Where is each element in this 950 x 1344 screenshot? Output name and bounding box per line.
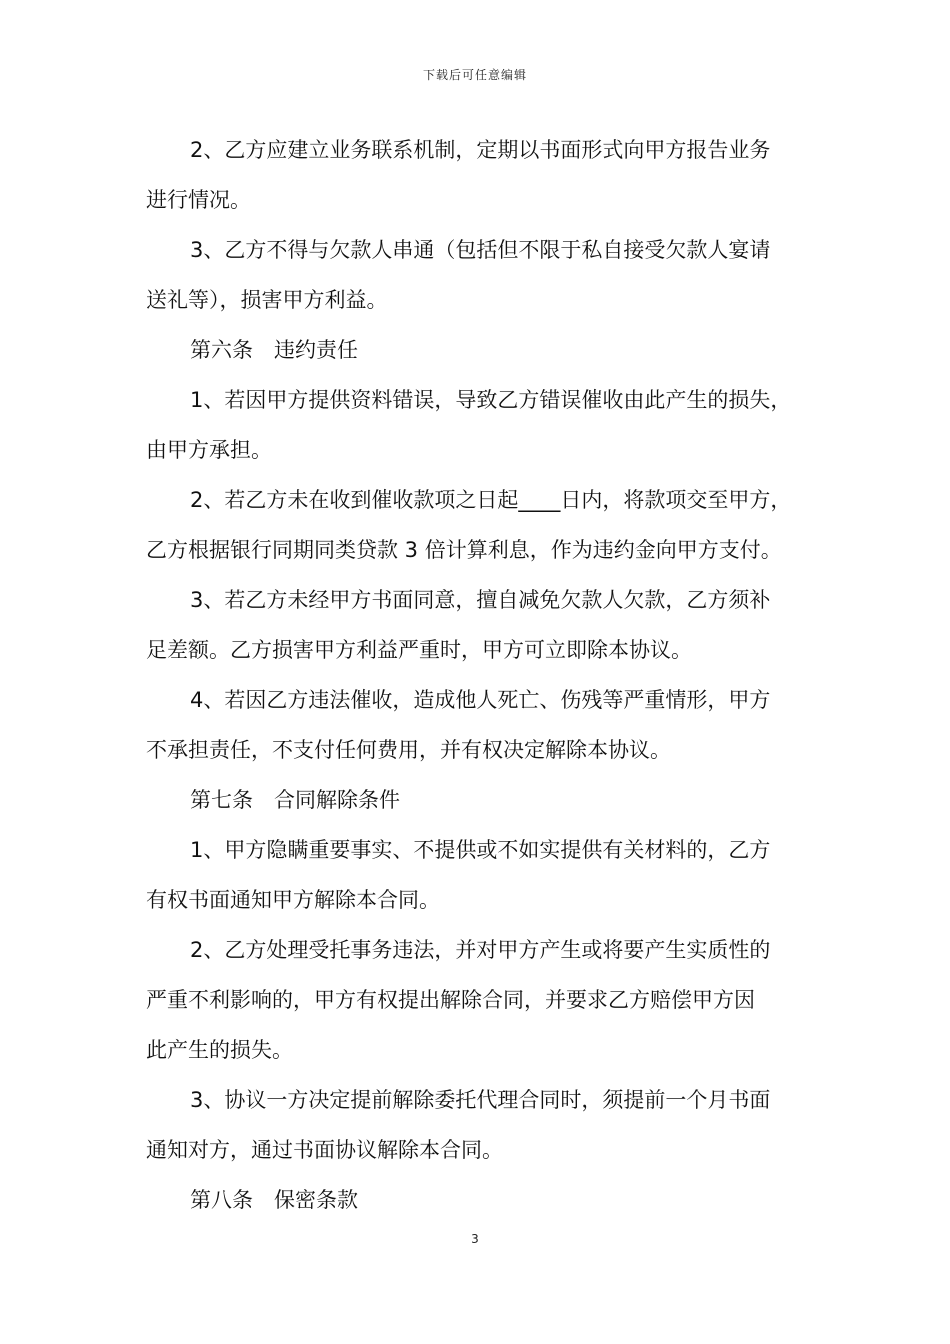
section-heading: 第六条 违约责任	[190, 338, 358, 362]
paragraph-line: 足差额。乙方损害甲方利益严重时，甲方可立即除本协议。	[146, 638, 692, 662]
paragraph-line: 1、若因甲方提供资料错误，导致乙方错误催收由此产生的损失，	[190, 388, 792, 412]
paragraph-line: 不承担责任，不支付任何费用，并有权决定解除本协议。	[146, 738, 671, 762]
paragraph-line: 送礼等），损害甲方利益。	[146, 288, 388, 312]
paragraph-line: 3、若乙方未经甲方书面同意，擅自减免欠款人欠款，乙方须补	[190, 588, 771, 612]
paragraph-line: 2、乙方应建立业务联系机制，定期以书面形式向甲方报告业务	[190, 138, 771, 162]
section-heading: 第七条 合同解除条件	[190, 788, 400, 812]
paragraph-line: 有权书面通知甲方解除本合同。	[146, 888, 440, 912]
paragraph-line: 2、乙方处理受托事务违法，并对甲方产生或将要产生实质性的	[190, 938, 771, 962]
paragraph-line: 此产生的损失。	[146, 1038, 293, 1062]
paragraph-line: 4、若因乙方违法催收，造成他人死亡、伤残等严重情形，甲方	[190, 688, 771, 712]
paragraph-line: 1、甲方隐瞒重要事实、不提供或不如实提供有关材料的，乙方	[190, 838, 771, 862]
paragraph-line: 乙方根据银行同期同类贷款 3 倍计算利息，作为违约金向甲方支付。	[146, 538, 782, 562]
page-header: 下载后可任意编辑	[422, 68, 527, 82]
paragraph-line: 严重不利影响的，甲方有权提出解除合同，并要求乙方赔偿甲方因	[146, 988, 755, 1012]
page-number: 3	[471, 1232, 479, 1246]
paragraph-line: 3、协议一方决定提前解除委托代理合同时，须提前一个月书面	[190, 1088, 771, 1112]
paragraph-line: 2、若乙方未在收到催收款项之日起____日内，将款项交至甲方，	[190, 488, 792, 512]
paragraph-line: 3、乙方不得与欠款人串通（包括但不限于私自接受欠款人宴请	[190, 238, 771, 262]
section-heading: 第八条 保密条款	[190, 1188, 358, 1212]
body-text	[146, 130, 816, 1230]
paragraph-line: 由甲方承担。	[146, 438, 272, 462]
paragraph-line: 进行情况。	[146, 188, 251, 212]
paragraph-line: 通知对方，通过书面协议解除本合同。	[146, 1138, 503, 1162]
